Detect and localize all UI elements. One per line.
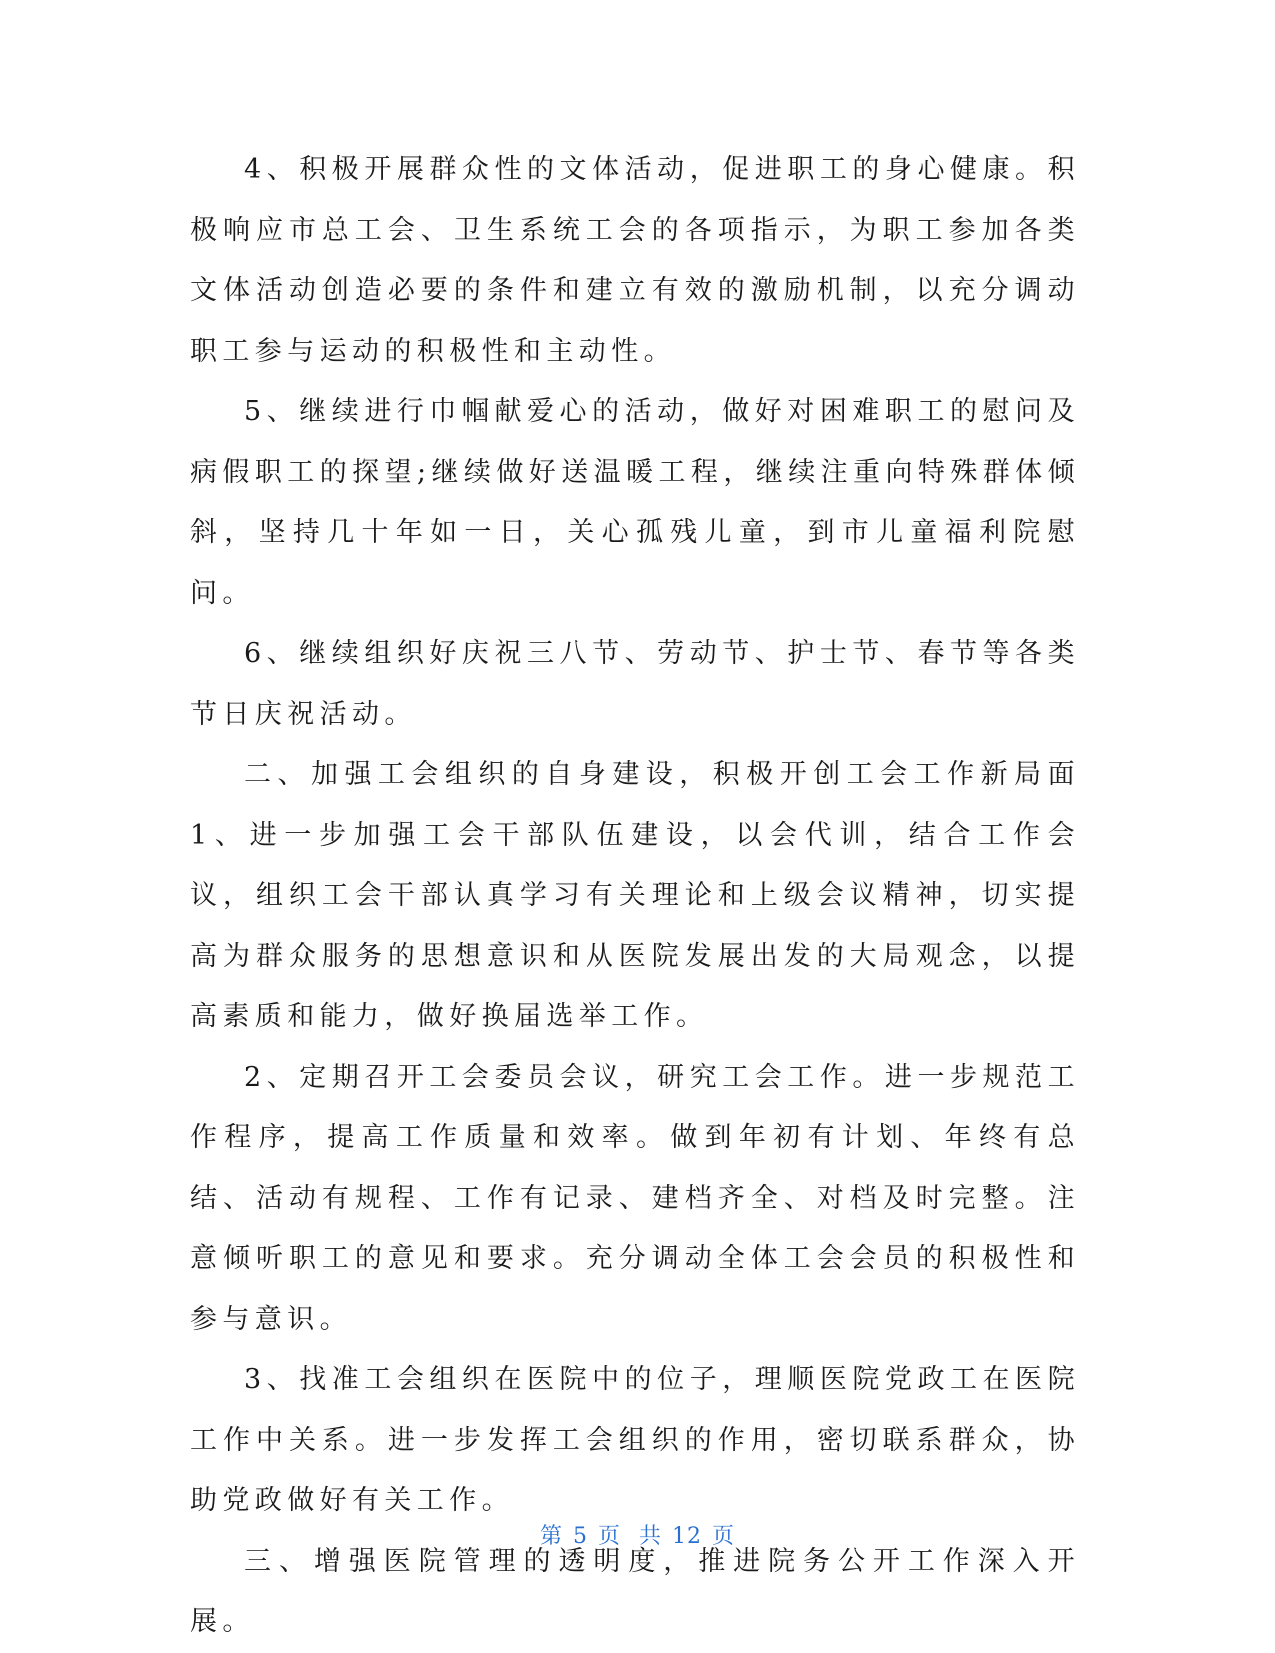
section-two-heading-paragraph: 二、加强工会组织的自身建设，积极开创工会工作新局面1、进一步加强工会干部队伍建设，以会代训，结合工作会议，组织工会干部认真学习有关理论和上级会议精神，切实提高为群众服务的思想意识和从医院发展出发的大局观念，以提高素质和能力，做好换届选举工作。 [190, 759, 1080, 1032]
footer-middle: 页 共 [598, 1524, 662, 1549]
paragraph-item-6: 6、继续组织好庆祝三八节、劳动节、护士节、春节等各类节日庆祝活动。 [190, 638, 1080, 730]
current-page-number: 5 [573, 1524, 588, 1549]
footer-suffix: 页 [712, 1524, 736, 1549]
section-three-heading: 三、增强医院管理的透明度，推进院务公开工作深入开展。 [190, 1545, 1080, 1637]
paragraph-item-5: 5、继续进行巾帼献爱心的活动，做好对困难职工的慰问及病假职工的探望;继续做好送温暖工程，继续注重向特殊群体倾斜，坚持几十年如一日，关心孤残儿童，到市儿童福利院慰问。 [190, 396, 1080, 609]
paragraph-item-4: 4、积极开展群众性的文体活动，促进职工的身心健康。积极响应市总工会、卫生系统工会的各项指示，为职工参加各类文体活动创造必要的条件和建立有效的激励机制，以充分调动职工参与运动的积极性和主动性。 [190, 154, 1080, 367]
paragraph-item-3: 3、找准工会组织在医院中的位子，理顺医院党政工在医院工作中关系。进一步发挥工会组织的作用，密切联系群众，协助党政做好有关工作。 [190, 1364, 1080, 1516]
page-footer [0, 1522, 1275, 1552]
paragraph-item-2: 2、定期召开工会委员会议，研究工会工作。进一步规范工作程序，提高工作质量和效率。做到年初有计划、年终有总结、活动有规程、工作有记录、建档齐全、对档及时完整。注意倾听职工的意见和要求。充分调动全体工会会员的积极性和参与意识。 [190, 1061, 1080, 1335]
total-page-count: 12 [672, 1524, 702, 1549]
document-body [190, 140, 1080, 1653]
footer-prefix: 第 [539, 1524, 563, 1549]
